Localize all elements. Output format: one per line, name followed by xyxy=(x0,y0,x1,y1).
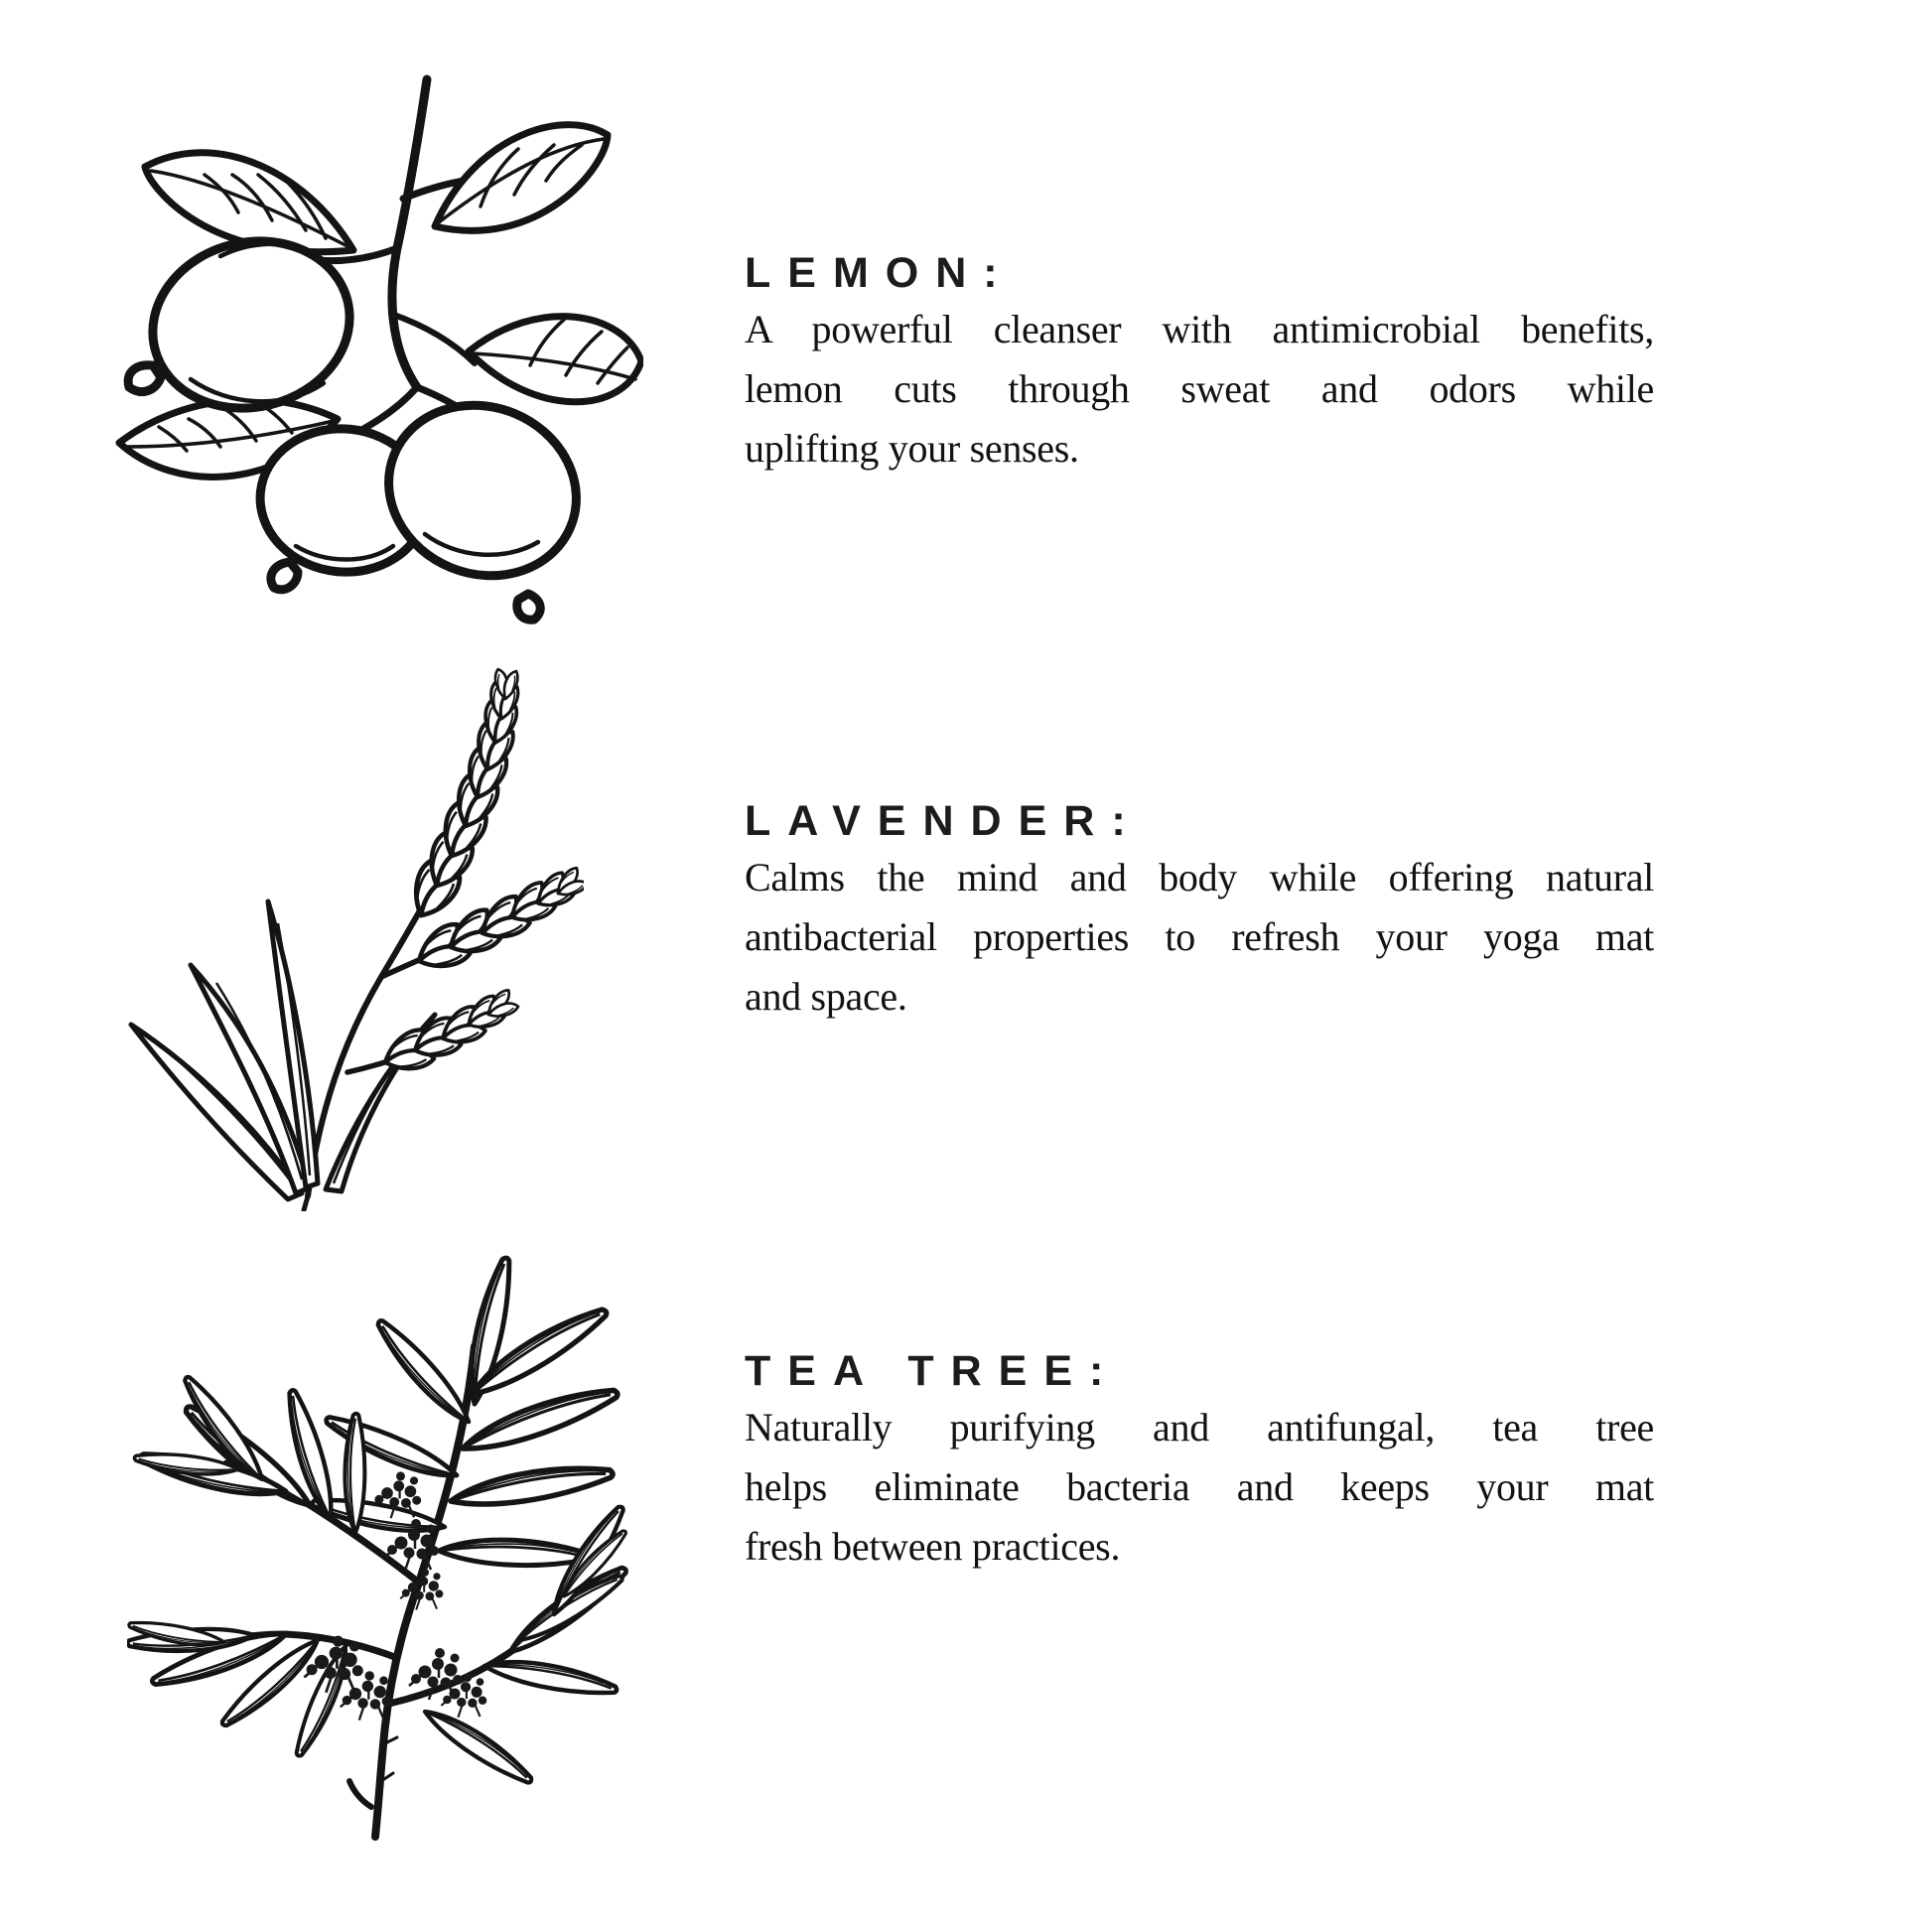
body-line: Naturally purifying and antifungal, tea tree xyxy=(745,1405,1654,1449)
section-lemon xyxy=(745,250,1654,479)
body-line: lemon cuts through sweat and odors while xyxy=(745,366,1654,411)
lavender-illustration xyxy=(91,655,584,1211)
section-lavender xyxy=(745,798,1654,1027)
body-line: Calms the mind and body while offering natural xyxy=(745,855,1654,899)
section-tea-tree xyxy=(745,1348,1654,1577)
tea-tree-illustration xyxy=(127,1245,635,1841)
body-line: helps eliminate bacteria and keeps your mat xyxy=(745,1464,1654,1509)
body-line: antibacterial properties to refresh your yoga mat xyxy=(745,914,1654,959)
tea-tree-description xyxy=(745,1398,1654,1577)
body-line: uplifting your senses. xyxy=(745,426,1079,471)
body-line: fresh between practices. xyxy=(745,1524,1121,1569)
tea-tree-heading: TEA TREE: xyxy=(745,1347,1121,1395)
lemon-illustration xyxy=(87,71,643,647)
lemon-branch-drawing xyxy=(87,71,643,647)
lavender-description xyxy=(745,848,1654,1027)
lavender-heading: LAVENDER: xyxy=(745,797,1143,845)
body-line: A powerful cleanser with antimicrobial benefits, xyxy=(745,307,1654,351)
lemon-description xyxy=(745,300,1654,479)
body-line: and space. xyxy=(745,974,907,1019)
lavender-sprig-drawing xyxy=(91,655,584,1211)
lemon-heading: LEMON: xyxy=(745,249,1015,297)
tea-tree-branch-drawing xyxy=(127,1245,635,1841)
